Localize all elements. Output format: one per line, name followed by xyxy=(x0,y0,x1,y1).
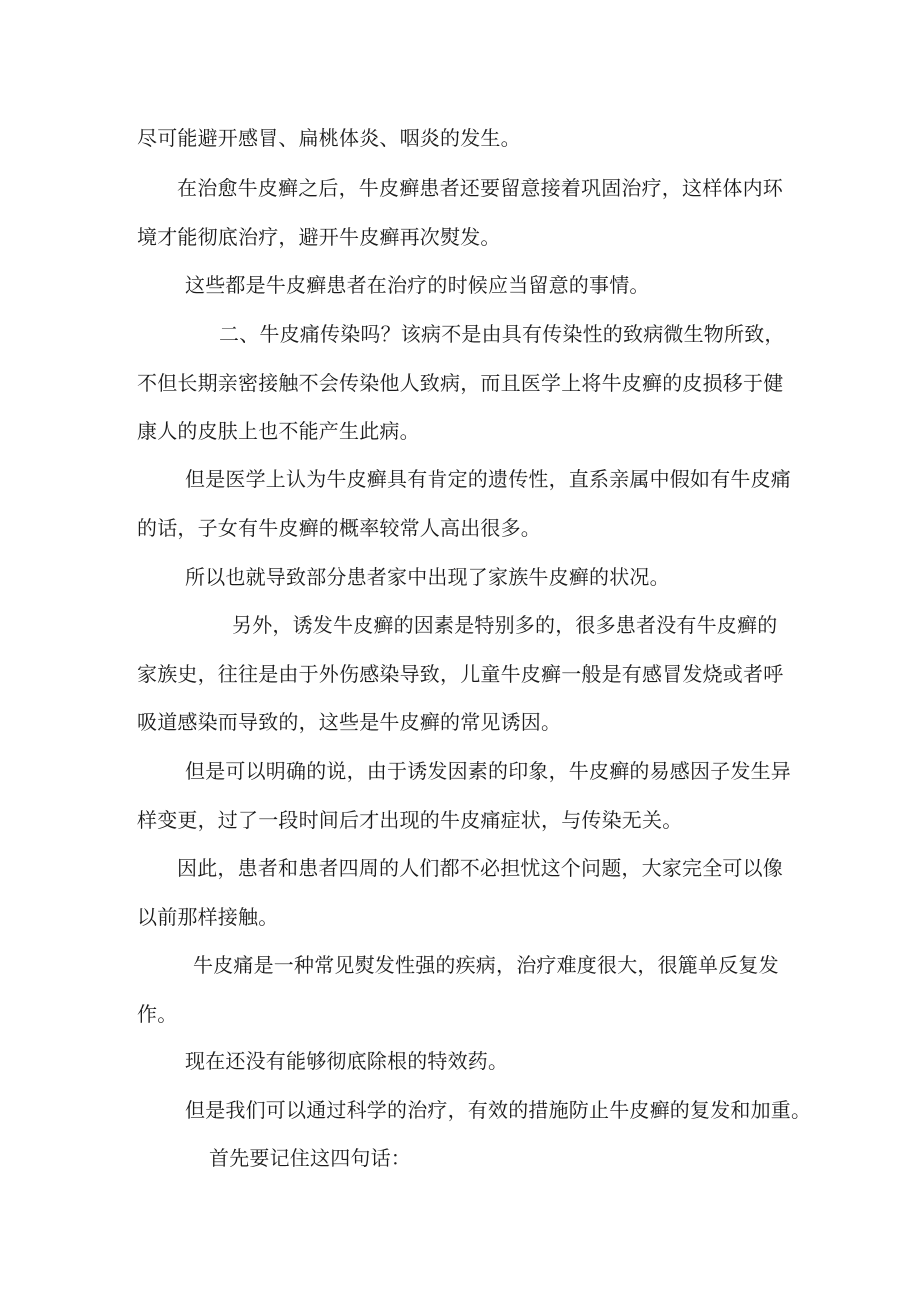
paragraph-line: 另外，诱发牛皮癣的因素是特别多的，很多患者没有牛皮癣的 xyxy=(232,613,778,637)
paragraph-line: 康人的皮肤上也不能产生此病。 xyxy=(137,419,420,443)
paragraph-line: 首先要记住这四句话： xyxy=(209,1146,411,1170)
paragraph-line: 但是可以明确的说，由于诱发因素的印象，牛皮癣的易感因子发生异 xyxy=(185,759,791,783)
paragraph-line: 因此，患者和患者四周的人们都不必担忧这个问题，大家完全可以像 xyxy=(177,856,783,880)
paragraph-line: 牛皮痛是一种常见熨发性强的疾病，治疗难度很大，很簏单反复发 xyxy=(193,953,779,977)
paragraph-line: 吸道感染而导致的，这些是牛皮癣的常见诱因。 xyxy=(137,710,562,734)
paragraph-line: 不但长期亲密接触不会传染他人致病，而且医学上将牛皮癣的皮损移于健 xyxy=(137,371,784,395)
paragraph-line: 在治愈牛皮癣之后，牛皮癣患者还要留意接着巩固治疗，这样体内环 xyxy=(177,176,783,200)
paragraph-line: 以前那样接触。 xyxy=(137,905,279,929)
paragraph-line: 但是我们可以通过科学的治疗，有效的措施防止牛皮癣的复发和加重。 xyxy=(185,1098,812,1122)
paragraph-line: 所以也就导致部分患者家中出现了家族牛皮癣的状况。 xyxy=(185,565,670,589)
paragraph-line: 的话，子女有牛皮癣的概率较常人高出很多。 xyxy=(137,516,541,540)
paragraph-line: 样变更，过了一段时间后才出现的牛皮痛症状，与传染无关。 xyxy=(137,808,683,832)
paragraph-line: 作。 xyxy=(137,1002,178,1026)
paragraph-line: 尽可能避开感冒、扁桃体炎、咽炎的发生。 xyxy=(137,126,521,150)
paragraph-line: 这些都是牛皮癣患者在治疗的时候应当留意的事情。 xyxy=(185,273,650,297)
paragraph-line: 家族史，往往是由于外伤感染导致，儿童牛皮癣一般是有感冒发烧或者呼 xyxy=(137,662,784,686)
paragraph-line: 境才能彻底治疗，避开牛皮癣再次熨发。 xyxy=(137,225,501,249)
paragraph-line: 二、牛皮痛传染吗？该病不是由具有传染性的致病微生物所致， xyxy=(219,322,785,346)
paragraph-line: 现在还没有能够彻底除根的特效药。 xyxy=(185,1049,509,1073)
paragraph-line: 但是医学上认为牛皮癣具有肯定的遗传性，直系亲属中假如有牛皮痛 xyxy=(185,467,791,491)
